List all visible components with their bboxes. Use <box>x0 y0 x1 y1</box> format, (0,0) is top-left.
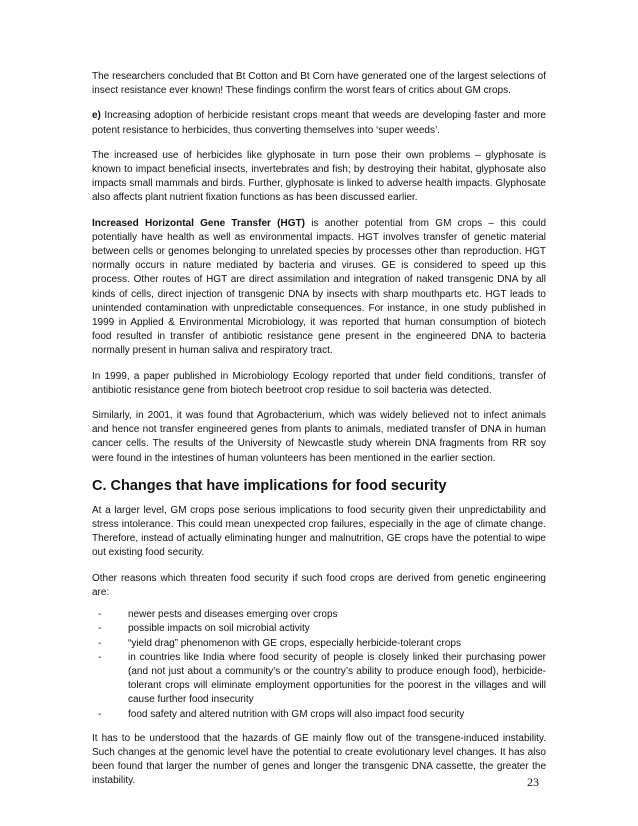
list-item: - food safety and altered nutrition with GM crops will also impact food security <box>98 708 546 722</box>
paragraph-hgt-text: is another potential from GM crops – this could potentially have health as well as environmental impacts. HGT involves transfer of genetic material between cells or genomes belonging to unrelated species by processes other than reproduction. HGT normally occurs in nature mediated by bacteria and viruses. GE is considered to speed up this process. Other routes of HGT are direct assimilation and integration of naked transgenic DNA by all kinds of cells, direct injection of transgenic DNA by insects with sharp mouthparts etc. HGT leads to unintended contamination with unpredictable consequences. For instance, in one study published in 1999 in Applied & Environmental Microbiology, it was reported that human consumption of biotech food resulted in transfer of antibiotic resistance gene present in the engineered DNA to bacteria normally present in human saliva and respiratory tract. <box>92 217 547 357</box>
dash-marker: - <box>98 609 102 621</box>
list-item: - possible impacts on soil microbial activity <box>98 622 546 636</box>
reasons-list <box>92 608 546 722</box>
dash-marker: - <box>98 651 102 663</box>
paragraph-super-weeds-text: Increasing adoption of herbicide resistant crops meant that weeds are developing faster and more potent resistance to herbicides, thus converting themselves into ‘super weeds’. <box>92 110 546 136</box>
dash-marker: - <box>98 623 102 635</box>
list-label-e: e) <box>92 110 101 122</box>
paragraph-glyphosate: The increased use of herbicides like glyphosate in turn pose their own problems – glyphosate is known to impact beneficial insects, invertebrates and fish; by destroying their habitat, glyphosate also impacts small mammals and birds. Further, glyphosate is linked to adverse health impacts. Glyphosate also affects plant nutrient fixation functions as has been discussed earlier. <box>92 149 546 204</box>
paragraph-agrobacterium: Similarly, in 2001, it was found that Agrobacterium, which was widely believed not to infect animals and hence not transfer engineered genes from plants to animals, mediated transfer of DNA in human cancer cells. The results of the University of Newcastle study wherein DNA fragments from RR soy were found in the intestines of human volunteers has been mentioned in the earlier section. <box>92 410 546 464</box>
page-number: 23 <box>527 775 539 789</box>
dash-marker: - <box>98 708 102 720</box>
hgt-term: Increased Horizontal Gene Transfer (HGT) <box>92 217 305 229</box>
list-item: - newer pests and diseases emerging over crops <box>98 608 546 622</box>
section-heading-food-security: C. Changes that have implications for food security <box>92 477 447 494</box>
list-item: - in countries like India where food security of people is closely linked their purchasing power (and not just about a community’s or the country’s ability to produce enough food), herbicide-tolerant crops will eliminate employment opportunities for the poorest in the villages and will cause further food insecurity <box>98 651 546 706</box>
list-item: - “yield drag” phenomenon with GE crops, especially herbicide-tolerant crops <box>98 637 546 651</box>
paragraph-super-weeds <box>92 109 546 137</box>
paragraph-microbiology-ecology: In 1999, a paper published in Microbiology Ecology reported that under field conditions, transfer of antibiotic resistance gene from biotech beetroot crop residue to soil bacteria was detected. <box>92 370 546 396</box>
dash-marker: - <box>98 637 102 649</box>
paragraph-other-reasons: Other reasons which threaten food security if such food crops are derived from genetic engineering are: <box>92 572 546 598</box>
paragraph-bt-cotton: The researchers concluded that Bt Cotton and Bt Corn have generated one of the largest selections of insect resistance ever known! These findings confirm the worst fears of critics about GM crops. <box>92 71 546 97</box>
document-page <box>92 70 546 800</box>
paragraph-hgt <box>92 217 546 359</box>
paragraph-transgene-instability: It has to be understood that the hazards of GE mainly flow out of the transgene-induced instability. Such changes at the genomic level have the potential to create evolutionary level changes. It has also been found that larger the number of genes and longer the transgenic DNA cassette, the greater the instability. <box>92 732 546 787</box>
paragraph-food-security-intro: At a larger level, GM crops pose serious implications to food security given their unpredictability and stress intolerance. This could mean unexpected crop failures, especially in the age of climate change. Therefore, instead of actually eliminating hunger and malnutrition, GE crops have the potential to wipe out existing food security. <box>92 504 546 559</box>
